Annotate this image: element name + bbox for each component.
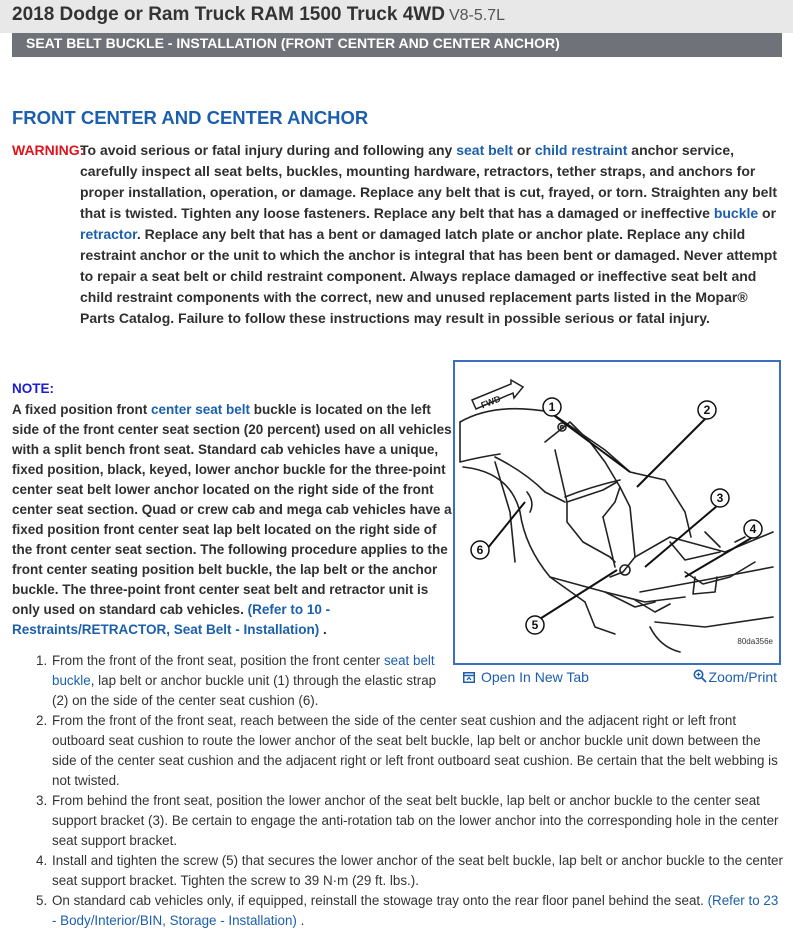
vehicle-name: 2018 Dodge or Ram Truck RAM 1500 Truck 4WD: [12, 4, 445, 25]
step-item: 3. From behind the front seat, position the lower anchor of the seat belt buckle, lap belt or anchor buckle to the center seat support bracket (3). Be certain to engage the anti-rotation tab on the lower anchor into the corresponding hole in the center seat support bracket.: [36, 793, 779, 848]
callout-2: 2: [703, 403, 711, 417]
figure-code: 80da356e: [737, 637, 773, 646]
callout-5: 5: [531, 618, 539, 632]
warning-label: WARNING:: [12, 142, 85, 158]
fwd-arrow-icon: [472, 380, 523, 410]
warning-text: To avoid serious or fatal injury during and following any seat belt or child restraint anchor service, carefully inspect all seat belts, buckles, mounting hardware, retractors, tether straps, and anchors for proper installation, operation, or damage. Replace any belt that is cut, frayed, or torn. Straighten any belt that is twisted. Tighten any loose fasteners. Replace any belt that has a damaged or ineffective buckle or retractor. Replace any belt that has a bent or damaged latch plate or anchor plate. Replace any child restraint anchor or the unit to which the anchor is integral that has been bent or damaged. Never attempt to repair a seat belt or child restraint component. Always replace damaged or ineffective seat belt and child restraint components with the correct, new and unused replacement parts listed in the Mopar® Parts Catalog. Failure to follow these instructions may result in possible serious or fatal injury.: [80, 142, 778, 326]
page-heading: FRONT CENTER AND CENTER ANCHOR: [12, 107, 369, 128]
callout-1: 1: [548, 400, 556, 414]
callout-4: 4: [749, 522, 757, 536]
fwd-label: FWD: [479, 393, 503, 411]
link-refer-retractor[interactable]: (Refer to 10 - Restraints/RETRACTOR, Seat Belt - Installation): [12, 602, 331, 637]
zoom-print-label: Zoom/Print: [708, 669, 777, 685]
link-seat-belt-buckle[interactable]: seat belt buckle: [52, 653, 435, 688]
open-in-new-tab-label: Open In New Tab: [481, 669, 589, 685]
note-text: A fixed position front center seat belt buckle is located on the left side of the front center seat section (20 percent) used on all vehicles with a split bench front seat. Standard cab vehicles have a unique, fixed position, black, keyed, lower anchor buckle for the three-point center seat belt lower anchor located on the right side of the front center seat section. Quad or crew cab and mega cab vehicles have a fixed position front center seat lap belt located on the right side of the front center seat section. The following procedure applies to the front center seating position belt buckle, the lap belt or the anchor buckle. The three-point front center seat belt and retractor unit is only used on standard cab vehicles. (Refer to 10 - Restraints/RETRACTOR, Seat Belt - Installation) .: [12, 402, 452, 637]
step-item: 5. On standard cab vehicles only, if equipped, reinstall the stowage tray onto the rear floor panel behind the seat. (Refer to 23 - Body/Interior/BIN, Storage - Installation) .: [36, 893, 779, 928]
link-seat-belt[interactable]: seat belt: [456, 142, 514, 158]
installation-steps: [12, 651, 784, 931]
installation-figure[interactable]: [453, 360, 781, 665]
link-retractor[interactable]: retractor: [80, 226, 137, 242]
callout-6: 6: [476, 543, 484, 557]
link-child-restraint[interactable]: child restraint: [534, 142, 628, 158]
link-buckle[interactable]: buckle: [713, 205, 759, 221]
engine-label: V8-5.7L: [448, 7, 505, 24]
link-center-seat-belt[interactable]: center seat belt: [151, 402, 251, 417]
title-bar: [0, 0, 793, 33]
note-label: NOTE:: [12, 381, 54, 396]
step-item: 4. Install and tighten the screw (5) that secures the lower anchor of the seat belt buckle, lap belt or anchor buckle to the center seat support bracket. Tighten the screw to 39 N·m (29 ft. lbs.).: [36, 853, 783, 888]
callout-3: 3: [716, 491, 724, 505]
vehicle-title: [12, 4, 505, 26]
step-item: 2. From the front of the front seat, reach between the side of the center seat cushion and the adjacent right or left front outboard seat cushion to route the lower anchor of the seat belt buckle, lap belt or anchor buckle unit down between the side of the center seat cushion and the adjacent right or left front outboard seat cushion. Be certain that the belt webbing is not twisted.: [36, 713, 778, 788]
section-banner: SEAT BELT BUCKLE - INSTALLATION (FRONT CENTER AND CENTER ANCHOR): [12, 33, 782, 57]
step-item: 1. From the front of the front seat, position the front center seat belt buckle, lap belt or anchor buckle unit (1) through the elastic strap (2) on the side of the center seat cushion (6).: [36, 653, 437, 708]
link-refer-storage-bin[interactable]: (Refer to 23 - Body/Interior/BIN, Storage - Installation): [52, 893, 779, 928]
seat-belt-diagram: [455, 362, 779, 663]
